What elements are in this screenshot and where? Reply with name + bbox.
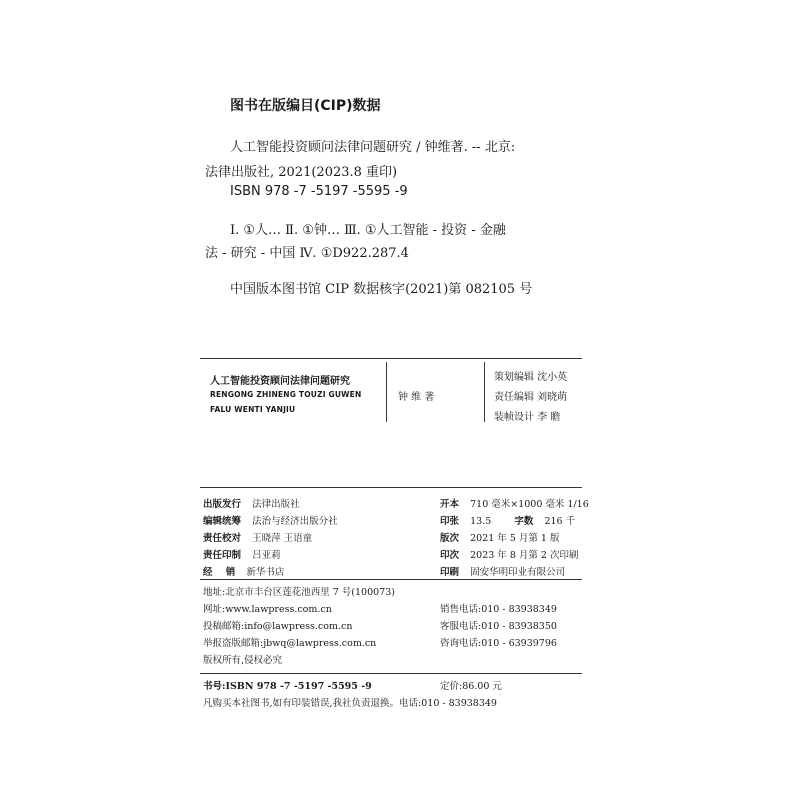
divider [200, 673, 582, 674]
coordinator-label: 编辑统筹 [203, 516, 242, 527]
address: 地址:北京市丰台区莲花池西里 7 号(100073) [203, 587, 395, 598]
words-value: 216 千 [544, 516, 576, 527]
sheets-value: 13.5 [470, 516, 492, 527]
cip-line-2: 法律出版社, 2021(2023.8 重印) [205, 165, 398, 180]
submission-email: 投稿邮箱:info@lawpress.com.cn [203, 621, 353, 632]
edition-label: 版次 [440, 533, 460, 544]
cip-line-1: 人工智能投资顾问法律问题研究 / 钟维著. -- 北京: [230, 140, 516, 155]
publisher-value: 法律出版社 [252, 499, 300, 510]
printing-resp-label: 责任印制 [203, 550, 242, 561]
format-value: 710 毫米×1000 毫米 1/16 [470, 499, 589, 510]
copyright-notice: 版权所有,侵权必究 [203, 655, 283, 666]
report-email: 举报盗版邮箱:jbwq@lawpress.com.cn [203, 638, 377, 649]
inquiry-phone: 咨询电话:010 - 63939796 [440, 638, 557, 649]
printing-resp-value: 吕亚莉 [252, 550, 281, 561]
book-pinyin-2: FALU WENTI YANJIU [210, 405, 296, 414]
return-notice: 凡购买本社图书,如有印装错误,我社负责退换。电话:010 - 83938349 [203, 698, 497, 709]
printer-row [440, 560, 565, 579]
print-run-label: 印次 [440, 550, 460, 561]
divider [200, 358, 582, 359]
book-pinyin-1: RENGONG ZHINENG TOUZI GUWEN [210, 390, 362, 399]
proofread-label: 责任校对 [203, 533, 242, 544]
book-isbn: 书号:ISBN 978 -7 -5197 -5595 -9 [203, 681, 372, 692]
format-label: 开本 [440, 499, 460, 510]
book-author: 钟 维 著 [398, 392, 435, 403]
cip-title: 图书在版编目(CIP)数据 [230, 98, 381, 114]
divider [484, 362, 485, 422]
divider [200, 487, 582, 488]
publisher-label: 出版发行 [203, 499, 242, 510]
cip-isbn: ISBN 978 -7 -5197 -5595 -9 [230, 184, 408, 199]
divider [386, 362, 387, 422]
distributor-value: 新华书店 [246, 567, 285, 578]
service-phone: 客服电话:010 - 83938350 [440, 621, 557, 632]
book-title: 人工智能投资顾问法律问题研究 [210, 376, 350, 387]
proofread-value: 王晓萍 王语童 [252, 533, 313, 544]
printer-value: 固安华明印业有限公司 [470, 567, 566, 578]
sales-phone: 销售电话:010 - 83938349 [440, 604, 557, 615]
editor-responsible: 责任编辑 刘晓萌 [494, 392, 568, 403]
editor-planning: 策划编辑 沈小英 [494, 372, 568, 383]
cip-record-number: 中国版本图书馆 CIP 数据核字(2021)第 082105 号 [230, 282, 533, 297]
cip-classification-1: Ⅰ. ①人… Ⅱ. ①钟… Ⅲ. ①人工智能 - 投资 - 金融 [230, 223, 506, 238]
designer: 装帧设计 李 瞻 [494, 412, 561, 423]
printer-label: 印刷 [440, 567, 460, 578]
print-run-value: 2023 年 8 月第 2 次印刷 [470, 550, 579, 561]
divider [200, 579, 582, 580]
price: 定价:86.00 元 [440, 681, 502, 692]
coordinator-value: 法治与经济出版分社 [252, 516, 338, 527]
words-label: 字数 [514, 516, 534, 527]
website: 网址:www.lawpress.com.cn [203, 604, 332, 615]
cip-classification-2: 法 - 研究 - 中国 Ⅳ. ①D922.287.4 [205, 246, 409, 261]
distributor-label: 经 销 [203, 567, 236, 578]
edition-value: 2021 年 5 月第 1 版 [470, 533, 560, 544]
distributor-row [203, 560, 284, 579]
sheets-label: 印张 [440, 516, 460, 527]
